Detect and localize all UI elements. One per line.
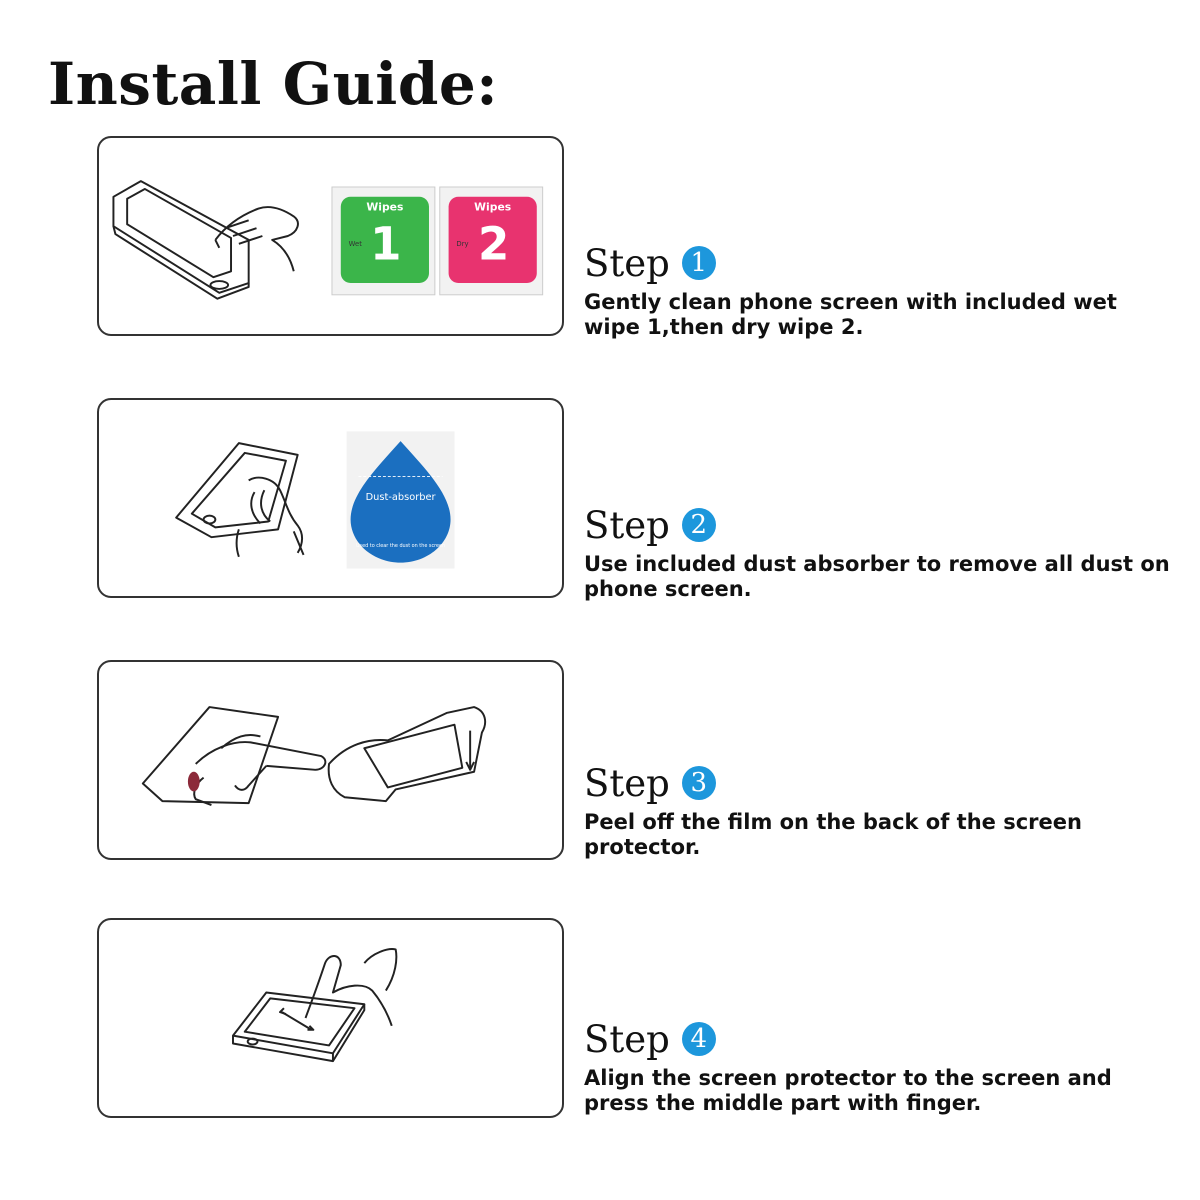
dust-absorber-illustration: [99, 400, 562, 596]
step-2: [584, 502, 1174, 602]
step-1-description: Gently clean phone screen with included wet wipe 1,then dry wipe 2.: [584, 290, 1117, 339]
step-4-description: Align the screen protector to the screen and press the middle part with finger.: [584, 1066, 1112, 1115]
wet-wipe-brand: Wipes: [366, 200, 404, 214]
step-1-number-badge: 1: [682, 246, 716, 280]
step-3: [584, 760, 1174, 860]
step-1-heading: [584, 240, 1174, 286]
step-3-number-badge: 3: [682, 766, 716, 800]
dust-absorber-caption: Used to clear the dust on the screen: [355, 543, 446, 549]
step-1-label: Step: [584, 241, 670, 285]
step-2-heading: [584, 502, 1174, 548]
step-2-label: Step: [584, 503, 670, 547]
wet-wipe-packet: [332, 187, 435, 295]
dry-wipe-number: 2: [477, 217, 510, 271]
dry-wipe-packet: [440, 187, 543, 295]
film-tab-icon: [188, 772, 200, 792]
wet-wipe-number: 1: [370, 217, 402, 271]
step-3-illustration-panel: [97, 660, 564, 860]
step-1: [584, 240, 1174, 340]
dry-wipe-tag: Dry: [456, 239, 469, 248]
step-2-illustration-panel: [97, 398, 564, 598]
align-press-illustration: [99, 920, 562, 1116]
step-4-label: Step: [584, 1017, 670, 1061]
page-title: Install Guide:: [48, 50, 499, 118]
step-2-number-badge: 2: [682, 508, 716, 542]
step-4-heading: [584, 1016, 1174, 1062]
step-1-illustration-panel: [97, 136, 564, 336]
dust-absorber-label: Dust-absorber: [365, 491, 436, 503]
dust-absorber-sticker: [347, 431, 455, 568]
step-4: [584, 1016, 1174, 1116]
step-3-label: Step: [584, 761, 670, 805]
step-2-description: Use included dust absorber to remove all dust on phone screen.: [584, 552, 1170, 601]
peel-film-illustration: [99, 662, 562, 858]
wet-wipe-tag: Wet: [348, 239, 362, 248]
dry-wipe-brand: Wipes: [474, 200, 512, 214]
step-4-number-badge: 4: [682, 1022, 716, 1056]
step-4-illustration-panel: [97, 918, 564, 1118]
step-3-description: Peel off the film on the back of the screen protector.: [584, 810, 1082, 859]
step-3-heading: [584, 760, 1174, 806]
clean-screen-illustration: [99, 138, 562, 334]
